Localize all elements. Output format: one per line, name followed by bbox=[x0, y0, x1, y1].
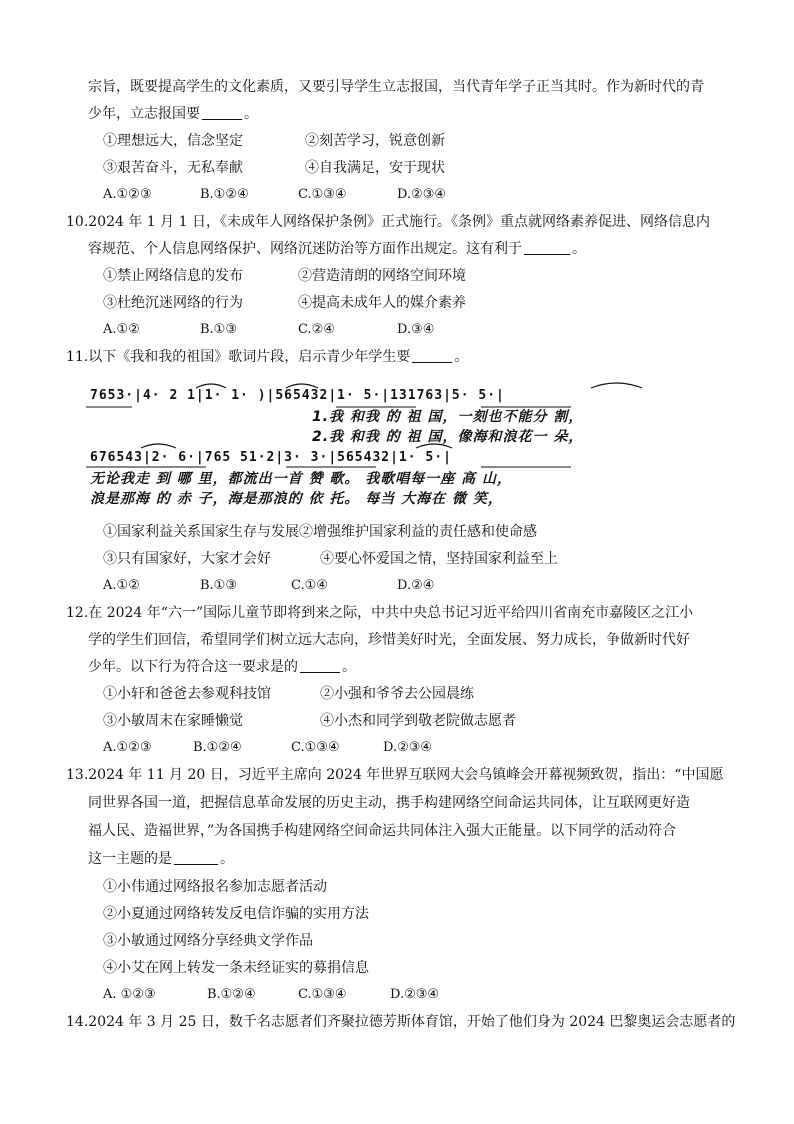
q13-option-3: ③小敏通过网络分享经典文学作品 bbox=[103, 933, 313, 949]
q14-stem-line1: 14.2024 年 3 月 25 日，数千名志愿者们齐聚拉德芳斯体育馆，开始了他们身为 2024 巴黎奥运会志愿者的 bbox=[66, 1014, 736, 1030]
q9-stem-end: 。 bbox=[244, 106, 258, 122]
q11-option-3: ③只有国家好，大家才会好 bbox=[103, 551, 271, 567]
q9-option-2: ②刻苦学习，锐意创新 bbox=[305, 133, 445, 149]
q9-stem-line2 bbox=[88, 105, 258, 123]
q10-stem-text: 容规范、个人信息网络保护、网络沉迷防治等方面作出规定。这有利于 bbox=[88, 241, 522, 257]
q10-option-3: ③杜绝沉迷网络的行为 bbox=[103, 295, 243, 311]
q10-stem-end: 。 bbox=[572, 241, 586, 257]
q11-choice-b: B.①③ bbox=[200, 578, 237, 593]
q12-stem-line1: 12.在 2024 年“六一”国际儿童节即将到来之际，中共中央总书记习近平给四川省南充市嘉陵区之江小 bbox=[66, 605, 694, 621]
q11-option-1-2: ①国家利益关系国家生存与发展②增强维护国家利益的责任感和使命感 bbox=[103, 524, 537, 540]
q10-option-1: ①禁止网络信息的发布 bbox=[103, 268, 243, 284]
q13-option-4: ④小艾在网上转发一条未经证实的募捐信息 bbox=[103, 960, 369, 976]
q9-choice-d: D.②③④ bbox=[397, 187, 447, 202]
score-lyric-verse2-row2: 浪是那海 的 赤 子，海是那浪的 依 托。 每当 大海在 微 笑， bbox=[90, 491, 503, 507]
score-notes-row2: 676543|2· 6·|765 51·2|3· 3·|565432|1· 5·| bbox=[90, 450, 452, 465]
score-lyric-verse1-row1: 1.我 和我 的 祖 国，一刻也不能分 割， bbox=[312, 409, 584, 425]
q9-option-3: ③艰苦奋斗，无私奉献 bbox=[103, 160, 243, 176]
q13-stem-end: 。 bbox=[220, 851, 234, 867]
score-lyric-verse1-row2: 无论我走 到 哪 里，都流出一首 赞 歌。 我歌唱每一座 高 山， bbox=[90, 471, 512, 487]
q11-choice-a: A.①② bbox=[103, 578, 140, 593]
q11-stem-text: 11.以下《我和我的祖国》歌词片段，启示青少年学生要 bbox=[66, 349, 411, 365]
q13-choice-c: C.①③④ bbox=[298, 987, 347, 1002]
q10-choice-a: A.①② bbox=[103, 322, 140, 337]
q12-stem-line2: 学的学生们回信，希望同学们树立远大志向，珍惜美好时光，全面发展、努力成长，争做新时代好 bbox=[88, 632, 690, 648]
q10-option-4: ④提高未成年人的媒介素养 bbox=[298, 295, 466, 311]
q13-stem-line3: 福人民、造福世界，”为各国携手构建网络空间命运共同体注入强大正能量。以下同学的活动符合 bbox=[88, 823, 677, 839]
q11-choice-d: D.②④ bbox=[397, 578, 435, 593]
q10-choice-d: D.③④ bbox=[397, 322, 435, 337]
score-lyric-verse2-row1: 2.我 和我 的 祖 国，像海和浪花一 朵， bbox=[312, 429, 584, 445]
q12-option-4: ④小杰和同学到敬老院做志愿者 bbox=[320, 713, 516, 729]
q11-stem-end: 。 bbox=[454, 349, 469, 365]
q12-stem-line3 bbox=[88, 658, 356, 676]
q12-stem-text: 少年。以下行为符合这一要求是的 bbox=[88, 659, 298, 675]
q10-choice-c: C.②④ bbox=[298, 322, 335, 337]
q12-choice-d: D.②③④ bbox=[383, 740, 433, 755]
slur-mark bbox=[141, 444, 176, 448]
q12-option-2: ②小强和爷爷去公园晨练 bbox=[320, 686, 474, 702]
q10-option-2: ②营造清朗的网络空间环境 bbox=[298, 268, 466, 284]
q9-choice-c: C.①③④ bbox=[298, 187, 347, 202]
answer-blank bbox=[412, 348, 452, 363]
q9-choice-a: A.①②③ bbox=[103, 187, 152, 202]
q10-stem-line2 bbox=[88, 240, 586, 258]
q9-option-4: ④自我满足，安于现状 bbox=[305, 160, 445, 176]
q13-stem-line4 bbox=[88, 850, 234, 868]
q11-choice-c: C.①④ bbox=[291, 578, 328, 593]
q10-stem-line1: 10.2024 年 1 月 1 日，《未成年人网络保护条例》正式施行。《条例》重点就网络素养促进、网络信息内 bbox=[66, 214, 710, 230]
q12-choice-c: C.①③④ bbox=[291, 740, 340, 755]
q13-option-1: ①小伟通过网络报名参加志愿者活动 bbox=[103, 879, 327, 895]
answer-blank bbox=[202, 105, 242, 120]
q13-choice-a: A. ①②③ bbox=[103, 987, 156, 1002]
q13-choice-d: D.②③④ bbox=[390, 987, 440, 1002]
answer-blank bbox=[524, 240, 570, 255]
q12-option-3: ③小敏周末在家睡懒觉 bbox=[103, 713, 243, 729]
q12-choice-b: B.①②④ bbox=[193, 740, 242, 755]
q9-stem-line1: 宗旨，既要提高学生的文化素质，又要引导学生立志报国，当代青年学子正当其时。作为新时代的青 bbox=[88, 79, 704, 95]
q12-stem-end: 。 bbox=[342, 659, 356, 675]
q13-choice-b: B.①②④ bbox=[207, 987, 256, 1002]
q11-option-4: ④要心怀爱国之情，坚持国家利益至上 bbox=[320, 551, 558, 567]
q9-choice-b: B.①②④ bbox=[200, 187, 249, 202]
q11-stem-line1 bbox=[66, 348, 468, 366]
q9-stem-text: 少年，立志报国要 bbox=[88, 106, 200, 122]
q10-choice-b: B.①③ bbox=[200, 322, 237, 337]
q13-stem-text: 这一主题的是 bbox=[88, 851, 172, 867]
q13-stem-line2: 同世界各国一道，把握信息革命发展的历史主动，携手构建网络空间命运共同体，让互联网更好造 bbox=[88, 795, 690, 811]
q12-choice-a: A.①②③ bbox=[103, 740, 152, 755]
answer-blank bbox=[300, 658, 340, 673]
song-score bbox=[86, 376, 656, 506]
q13-option-2: ②小夏通过网络转发反电信诈骗的实用方法 bbox=[103, 906, 369, 922]
q12-option-1: ①小轩和爸爸去参观科技馆 bbox=[103, 686, 271, 702]
answer-blank bbox=[174, 850, 218, 865]
q13-stem-line1: 13.2024 年 11 月 20 日，习近平主席向 2024 年世界互联网大会乌镇峰会开幕视频致贺，指出：“中国愿 bbox=[66, 767, 724, 783]
q9-option-1: ①理想远大，信念坚定 bbox=[103, 133, 243, 149]
score-notes-row1: 7653·|4· 2 1|1· 1· )|565432|1· 5·|131763|5· 5·| bbox=[90, 388, 505, 403]
slur-mark bbox=[591, 383, 642, 388]
